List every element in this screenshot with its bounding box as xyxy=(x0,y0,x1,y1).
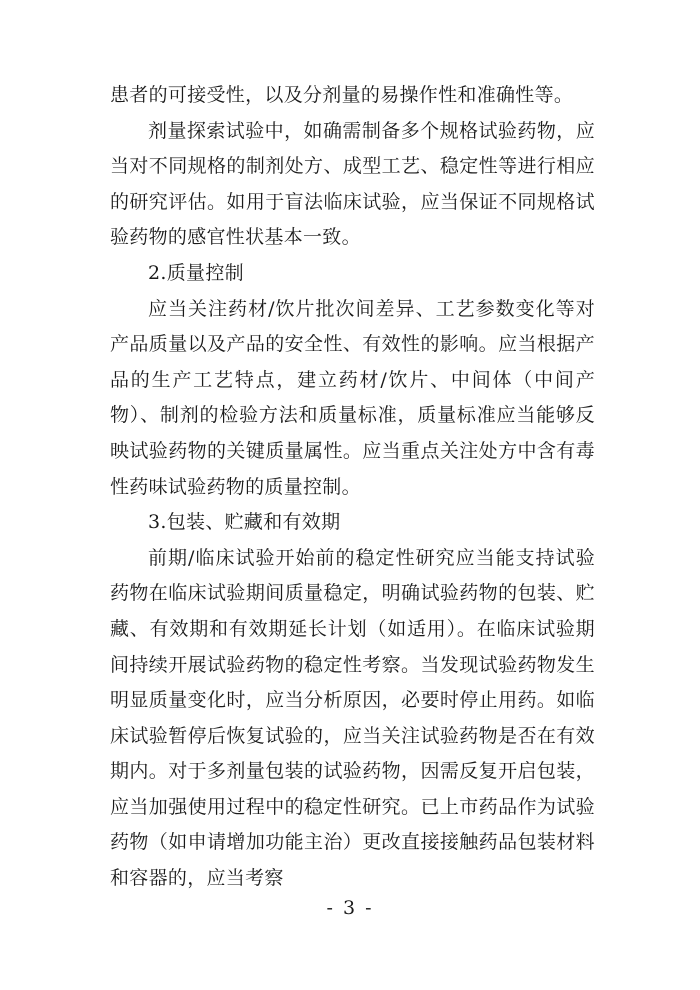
page-number: - 3 - xyxy=(326,897,374,919)
paragraph-quality-control: 应当关注药材/饮片批次间差异、工艺参数变化等对产品质量以及产品的安全性、有效性的影响。应当根据产品的生产工艺特点，建立药材/饮片、中间体（中间产物）、制剂的检验方法和质量标准，质量标准应当能够反映试验药物的关键质量属性。应当重点关注处方中含有毒性药味试验药物的质量控制。 xyxy=(110,297,595,498)
section-heading-packaging-storage: 3.包装、贮藏和有效期 xyxy=(148,511,341,534)
document-body xyxy=(110,78,595,897)
paragraph-continuation: 患者的可接受性，以及分剂量的易操作性和准确性等。 xyxy=(110,84,574,106)
paragraph-packaging-storage: 前期/临床试验开始前的稳定性研究应当能支持试验药物在临床试验期间质量稳定，明确试验药物的包装、贮藏、有效期和有效期延长计划（如适用）。在临床试验期间持续开展试验药物的稳定性考察。当发现试验药物发生明显质量变化时，应当分析原因，必要时停止用药。如临床试验暂停后恢复试验的，应当关注试验药物是否在有效期内。对于多剂量包装的试验药物，因需反复开启包装，应当加强使用过程中的稳定性研究。已上市药品作为试验药物（如申请增加功能主治）更改直接接触药品包装材料和容器的，应当考察 xyxy=(110,546,595,890)
paragraph-dose-exploration: 剂量探索试验中，如确需制备多个规格试验药物，应当对不同规格的制剂处方、成型工艺、稳定性等进行相应的研究评估。如用于盲法临床试验，应当保证不同规格试验药物的感官性状基本一致。 xyxy=(110,119,595,249)
section-heading-quality-control: 2.质量控制 xyxy=(148,261,244,284)
